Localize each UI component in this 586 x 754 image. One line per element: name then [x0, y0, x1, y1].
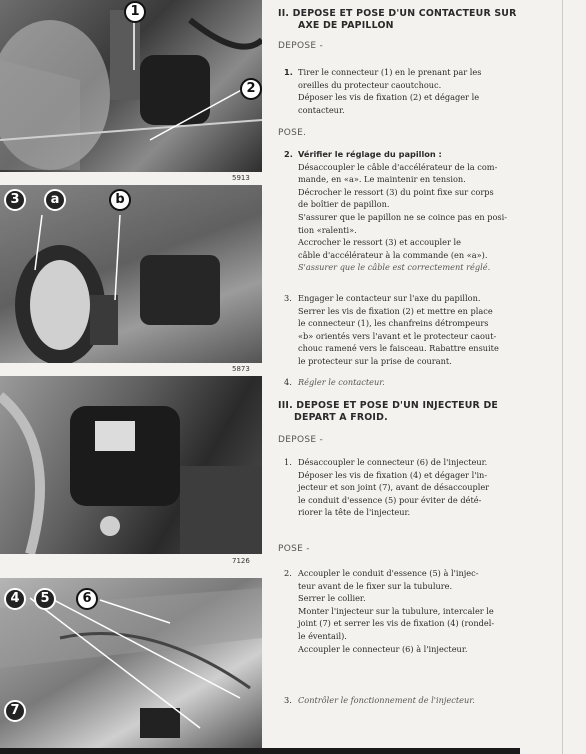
depose-label-2: DEPOSE - [278, 435, 324, 445]
step-2-1: 1. Tirer le connecteur (1) en le prenant par les oreilles du protecteur caoutchouc. Déposer les vis de fixation (2) et dégager le contacteur. [284, 67, 482, 115]
photo-2-drawing [0, 185, 262, 363]
photo-ref-5913: 5913 [232, 174, 250, 182]
pose-label: POSE. [278, 128, 307, 138]
marker-3: 3 [4, 189, 26, 211]
bottom-scan-edge [0, 748, 520, 754]
photo-3-drawing [0, 376, 262, 554]
photo-ref-5873: 5873 [232, 365, 250, 373]
step-3-3: 3. Contrôler le fonctionnement de l'injecteur. [284, 695, 475, 705]
marker-2: 2 [240, 78, 262, 100]
section-2-title: II. DEPOSE ET POSE D'UN CONTACTEUR SUR AXE DE PAPILLON [278, 8, 517, 31]
step-3-1: 1. Désaccoupler le connecteur (6) de l'injecteur. Déposer les vis de fixation (4) et dégager l'in- jecteur et son joint (7), avant de désaccoupler le conduit d'essence (5) pour éviter de dété- riorer la tête de l'injecteur. [284, 457, 490, 518]
depose-label: DEPOSE - [278, 41, 324, 51]
photo-ref-7126: 7126 [232, 557, 250, 565]
marker-1: 1 [124, 1, 146, 23]
marker-b: b [109, 189, 131, 211]
marker-4: 4 [4, 588, 26, 610]
step-2-3: 3. Engager le contacteur sur l'axe du papillon. Serrer les vis de fixation (2) et mettre en place le connecteur (1), les chanfreins détrompeurs «b» orientés vers l'avant et le protecteur caout- chouc ramené vers le faisceau. Rabattre ensuite le protecteur sur la prise de courant. [284, 293, 499, 366]
section-2 [278, 8, 540, 32]
photo-1-drawing [0, 0, 262, 172]
section-3-title: III. DEPOSE ET POSE D'UN INJECTEUR DE DEPART A FROID. [278, 400, 499, 423]
step-3-2: 2. Accoupler le conduit d'essence (5) à l'injec- teur avant de le fixer sur la tubulure. Serrer le collier. Monter l'injecteur sur la tubulure, intercaler le joint (7) et serrer les vis de fixation (4) (rondel- le éventail). Accoupler le connecteur (6) à l'injecteur. [284, 568, 495, 654]
marker-6: 6 [76, 588, 98, 610]
pose-label-2: POSE - [278, 544, 310, 554]
engine-photo-2 [0, 185, 262, 363]
section-3 [278, 400, 540, 424]
marker-7: 7 [4, 700, 26, 722]
engine-photo-1 [0, 0, 262, 172]
page-edge-line [562, 0, 563, 754]
step-2-2: 2. Vérifier le réglage du papillon : Désaccoupler le câble d'accélérateur de la com- mande, en «a». Le maintenir en tension. Décrocher le ressort (3) du point fixe sur corps de boîtier de papillon. S'assurer que le papillon ne se coince pas en posi- tion «ralenti». Accrocher le ressort (3) et accoupler le câble d'accélérateur à la commande (en «a»). S'assurer que le câble est correctement réglé. [284, 149, 507, 273]
engine-photo-3 [0, 376, 262, 554]
marker-5: 5 [34, 588, 56, 610]
marker-a: a [44, 189, 66, 211]
engine-photo-4 [0, 578, 262, 748]
step-2-4: 4. Régler le contacteur. [284, 377, 385, 387]
